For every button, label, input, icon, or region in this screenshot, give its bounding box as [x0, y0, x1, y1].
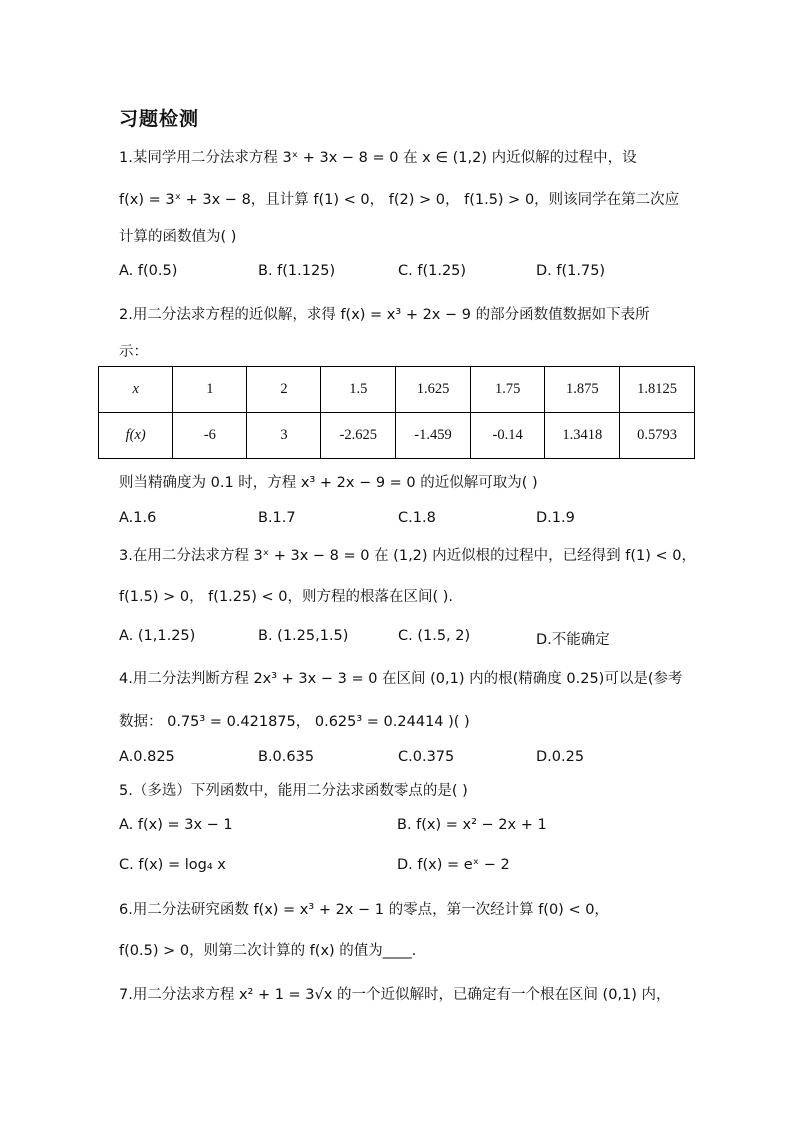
q1-line2: f(x) = 3ˣ + 3x − 8，且计算 f(1) < 0， f(2) > 0， f(1.5) > 0，则该同学在第二次应 [119, 192, 680, 208]
q5-option-c: C. f(x) = log₄ x [119, 857, 226, 873]
table-cell: 3 [247, 413, 321, 459]
q2-option-c: C.1.8 [398, 510, 436, 526]
q2-line3: 则当精确度为 0.1 时，方程 x³ + 2x − 9 = 0 的近似解可取为( ) [119, 475, 538, 491]
q4-option-c: C.0.375 [398, 749, 455, 765]
table-row [99, 367, 695, 413]
q1-line3: 计算的函数值为( ) [119, 229, 237, 245]
q6-line1: 6.用二分法研究函数 f(x) = x³ + 2x − 1 的零点，第一次经计算 f(0) < 0， [119, 902, 609, 918]
table-cell: 1.8125 [620, 367, 695, 413]
q3-option-a: A. (1,1.25) [119, 628, 196, 644]
q4-option-a: A.0.825 [119, 749, 175, 765]
table-row [99, 413, 695, 459]
q4-option-b: B.0.635 [258, 749, 315, 765]
table-cell: 1.5 [321, 367, 396, 413]
table-cell: f(x) [99, 413, 173, 459]
table-cell: 1.3418 [545, 413, 620, 459]
q5-option-d: D. f(x) = eˣ − 2 [397, 857, 510, 873]
table-cell: -2.625 [321, 413, 396, 459]
table-cell: 2 [247, 367, 321, 413]
q5-option-b: B. f(x) = x² − 2x + 1 [397, 817, 547, 833]
table-cell: 1.875 [545, 367, 620, 413]
q2-line2: 示： [119, 344, 148, 360]
table-cell: -6 [173, 413, 247, 459]
page-title: 习题检测 [119, 108, 200, 130]
q3-option-c: C. (1.5, 2) [398, 628, 471, 644]
q3-option-d: D.不能确定 [536, 632, 610, 648]
q7-line1: 7.用二分法求方程 x² + 1 = 3√x 的一个近似解时，已确定有一个根在区间 (0,1) 内， [119, 987, 671, 1003]
q2-option-a: A.1.6 [119, 510, 157, 526]
q2-option-d: D.1.9 [536, 510, 575, 526]
q4-option-d: D.0.25 [536, 749, 585, 765]
q1-line1: 1.某同学用二分法求方程 3ˣ + 3x − 8 = 0 在 x ∈ (1,2) 内近似解的过程中，设 [119, 150, 637, 166]
q1-option-c: C. f(1.25) [398, 263, 467, 279]
q4-line1: 4.用二分法判断方程 2x³ + 3x − 3 = 0 在区间 (0,1) 内的根(精确度 0.25)可以是(参考 [119, 671, 683, 687]
q3-line1: 3.在用二分法求方程 3ˣ + 3x − 8 = 0 在 (1,2) 内近似根的过程中，已经得到 f(1) < 0， [119, 548, 697, 564]
q1-option-b: B. f(1.125) [258, 263, 336, 279]
q3-line2: f(1.5) > 0， f(1.25) < 0，则方程的根落在区间( ). [119, 589, 454, 605]
q1-option-a: A. f(0.5) [119, 263, 178, 279]
q4-line2: 数据： 0.75³ = 0.421875， 0.625³ = 0.24414 )( ) [119, 714, 470, 730]
table-cell: 1.75 [470, 367, 545, 413]
q6-line2: f(0.5) > 0，则第二次计算的 f(x) 的值为____. [119, 943, 417, 959]
q2-line1: 2.用二分法求方程的近似解，求得 f(x) = x³ + 2x − 9 的部分函数值数据如下表所 [119, 307, 650, 323]
table-cell: x [99, 367, 173, 413]
q5-option-a: A. f(x) = 3x − 1 [119, 817, 233, 833]
function-value-table [98, 366, 695, 459]
table-cell: -1.459 [396, 413, 471, 459]
q3-option-b: B. (1.25,1.5) [258, 628, 349, 644]
table-cell: -0.14 [470, 413, 545, 459]
q5-line1: 5.（多选）下列函数中，能用二分法求函数零点的是( ) [119, 783, 468, 799]
table-cell: 0.5793 [620, 413, 695, 459]
table-cell: 1.625 [396, 367, 471, 413]
table-cell: 1 [173, 367, 247, 413]
q1-option-d: D. f(1.75) [536, 263, 606, 279]
q2-option-b: B.1.7 [258, 510, 296, 526]
